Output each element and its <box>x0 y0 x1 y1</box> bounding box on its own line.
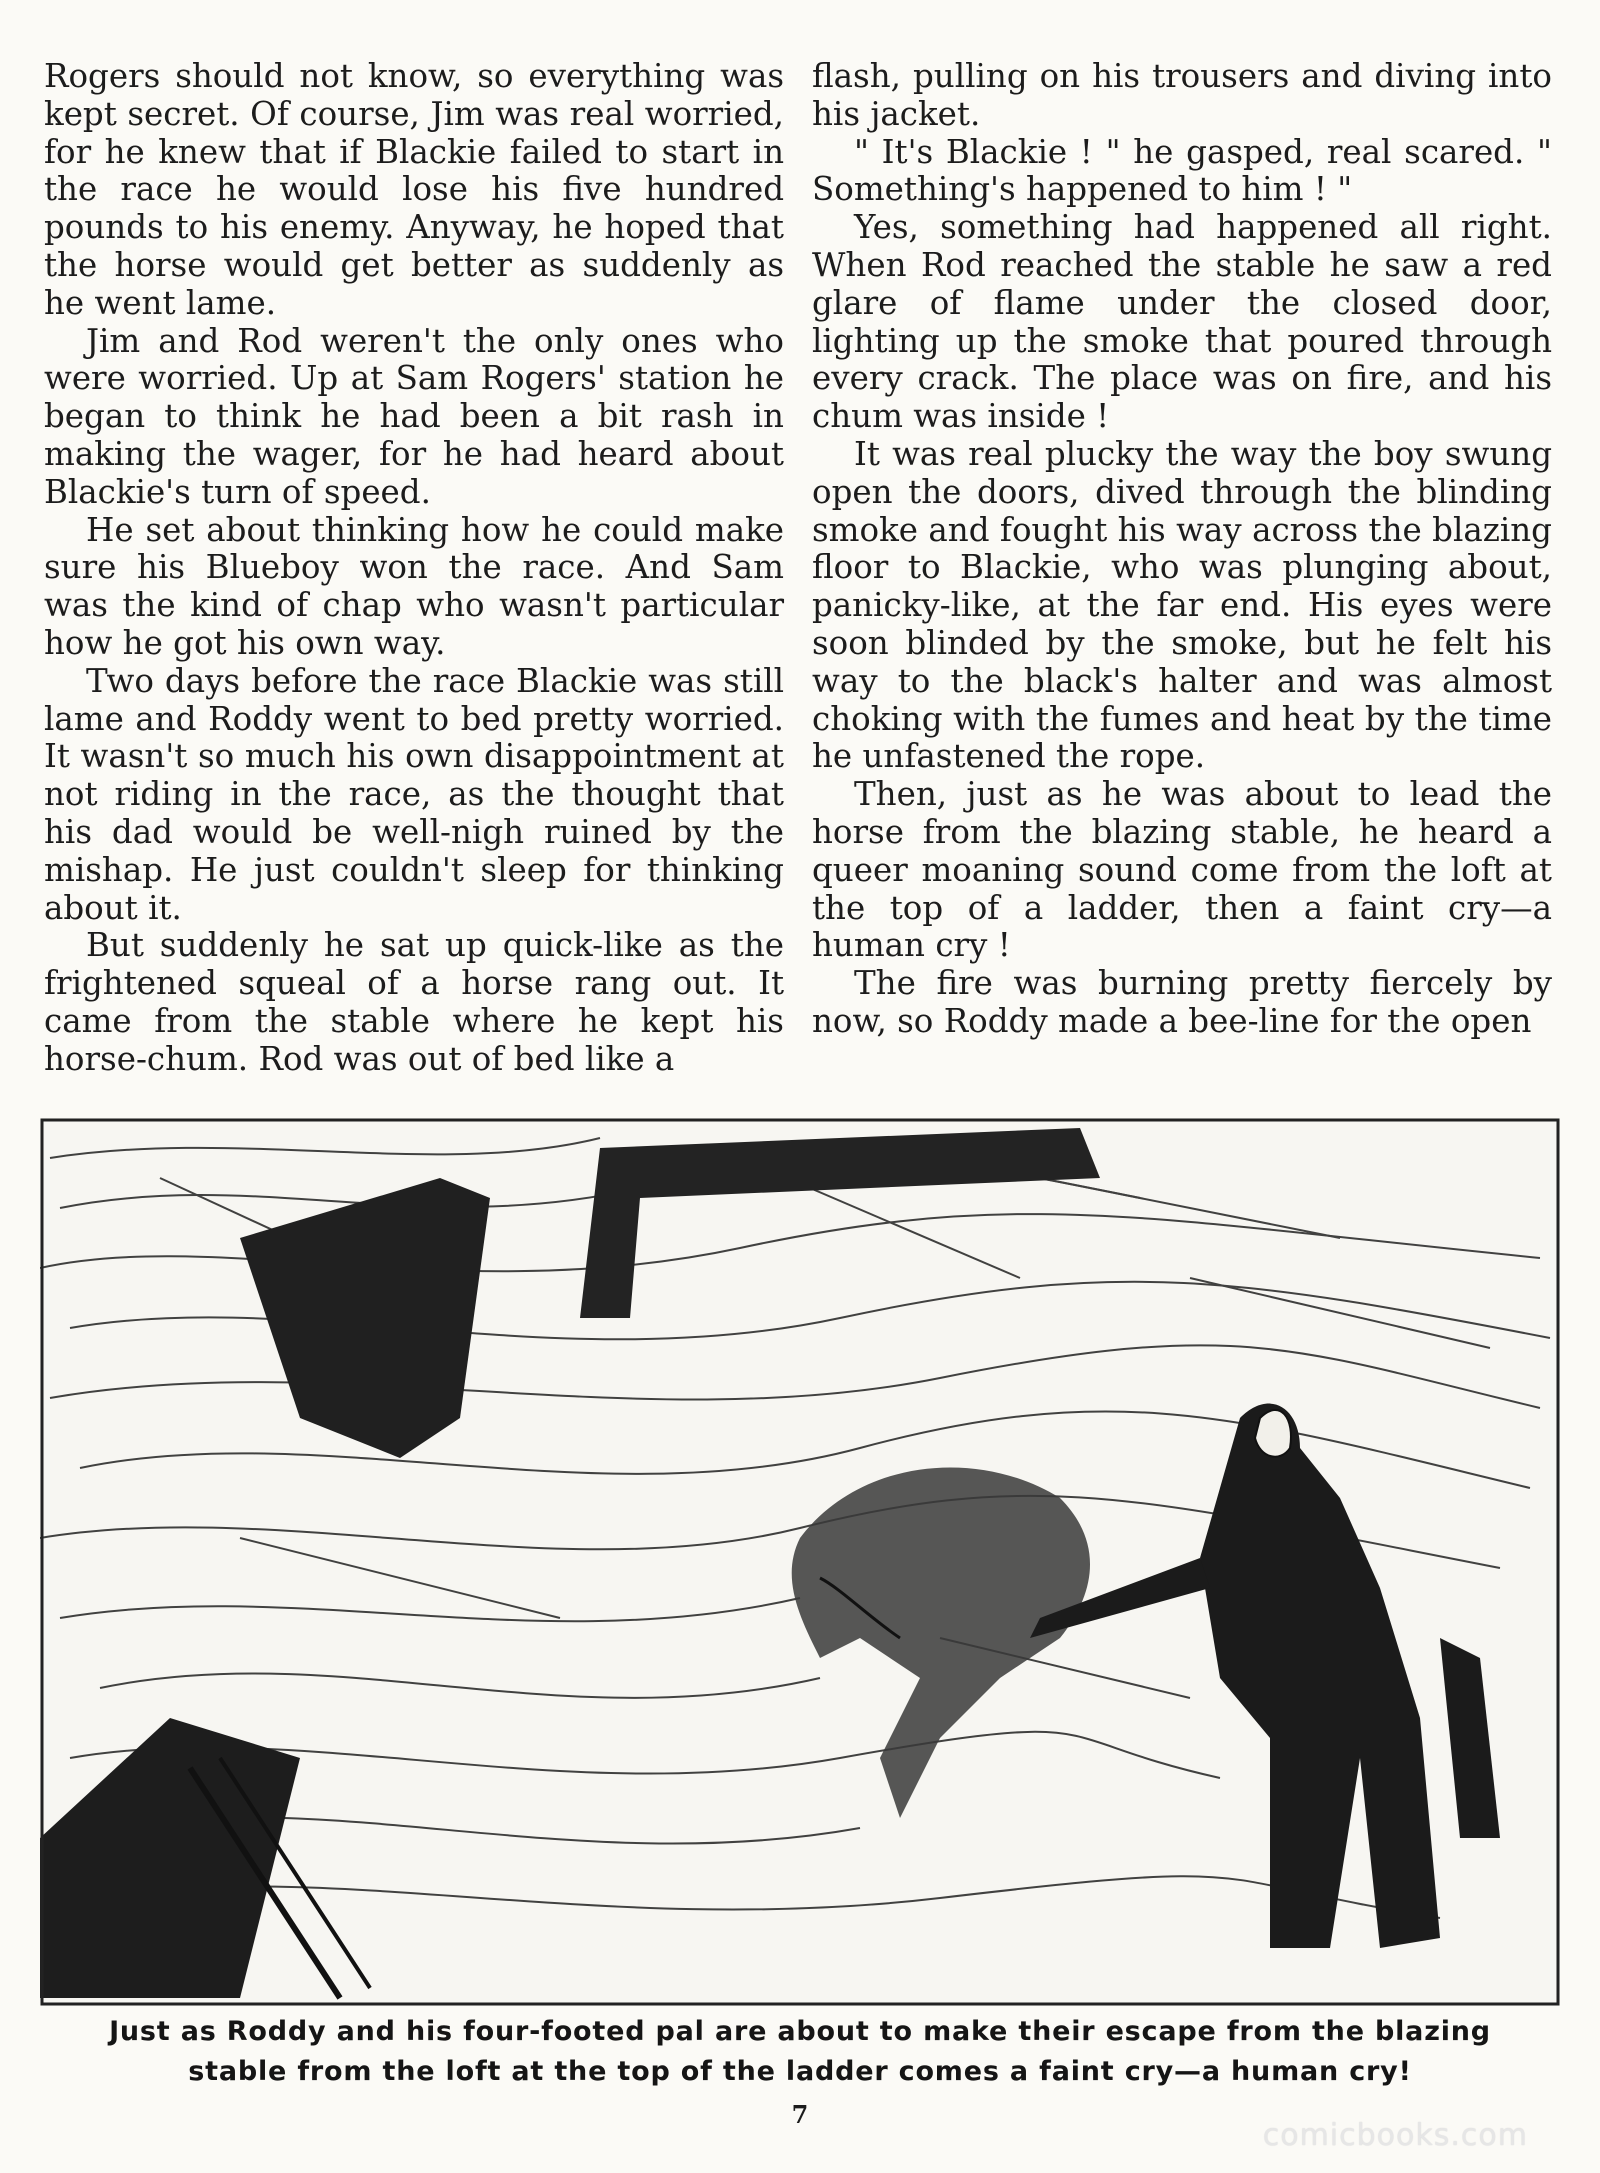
right-column <box>812 58 1552 1098</box>
paragraph: He set about thinking how he could make sure his Blueboy won the race. And Sam was the kind of chap who wasn't particular how he got his own way. <box>44 510 784 662</box>
paragraph: Jim and Rod weren't the only ones who were worried. Up at Sam Rogers' station he began to think he had been a bit rash in making the wager, for he had heard about Blackie's turn of speed. <box>44 321 784 511</box>
caption-line: Just as Roddy and his four-footed pal are about to make their escape from the blazing <box>109 2016 1491 2047</box>
paragraph: " It's Blackie ! " he gasped, real scared. " Something's happened to him ! " <box>812 132 1552 209</box>
paragraph: Rogers should not know, so everything was kept secret. Of course, Jim was real worried, for he knew that if Blackie failed to start in the race he would lose his five hundred pounds to his enemy. Anyway, he hoped that the horse would get better as suddenly as he went lame. <box>44 57 784 322</box>
page-number: 7 <box>791 2100 809 2129</box>
paragraph: It was real plucky the way the boy swung open the doors, dived through the blinding smoke and fought his way across the blazing floor to Blackie, who was plunging about, panicky-like, at the far end. His eyes were soon blinded by the smoke, but he felt his way to the black's halter and was almost choking with the fumes and heat by the time he unfastened the rope. <box>812 434 1552 776</box>
paragraph: The fire was burning pretty fiercely by now, so Roddy made a bee-line for the open <box>812 964 1552 1040</box>
left-column <box>44 58 784 1098</box>
watermark: comicbooks.com <box>1262 2118 1528 2153</box>
paragraph: Yes, something had happened all right. When Rod reached the stable he saw a red glare of flame under the closed door, lighting up the smoke that poured through every crack. The place was on fire, and his chum was inside ! <box>812 208 1552 436</box>
stable-fire-illustration <box>40 1118 1560 2006</box>
paragraph: Then, just as he was about to lead the horse from the blazing stable, he heard a queer moaning sound come from the loft at the top of a ladder, then a faint cry—a human cry ! <box>812 775 1552 965</box>
caption-line: stable from the loft at the top of the ladder comes a faint cry—a human cry! <box>188 2056 1412 2087</box>
article-columns <box>44 58 1552 1098</box>
illustration-drawing <box>40 1118 1560 2006</box>
paragraph: Two days before the race Blackie was still lame and Roddy went to bed pretty worried. It wasn't so much his own disappointment at not riding in the race, as the thought that his dad would be well-nigh ruined by the mishap. He just couldn't sleep for thinking about it. <box>44 661 784 927</box>
illustration-caption <box>40 2012 1560 2092</box>
paragraph: But suddenly he sat up quick-like as the frightened squeal of a horse rang out. It came from the stable where he kept his horse-chum. Rod was out of bed like a <box>44 926 784 1078</box>
paragraph: flash, pulling on his trousers and diving into his jacket. <box>812 57 1552 133</box>
